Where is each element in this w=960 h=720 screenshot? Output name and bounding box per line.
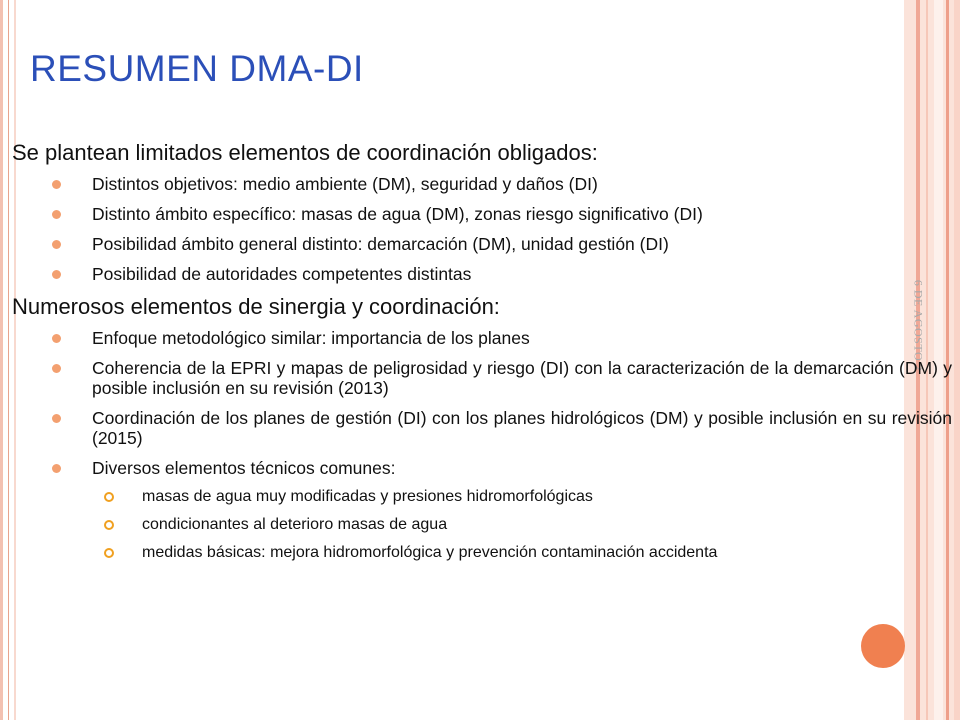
list-item [12, 408, 952, 448]
list-item [12, 264, 952, 284]
sub-list-item [12, 544, 952, 562]
bullet-list [12, 174, 952, 284]
bullet-icon [52, 464, 61, 473]
slide-title: RESUMEN DMA-DI [30, 48, 364, 89]
list-item-text: Distintos objetivos: medio ambiente (DM), seguridad y daños (DI) [92, 174, 598, 194]
left-border-stripe [0, 0, 3, 720]
bullet-icon [52, 414, 61, 423]
list-item-text: Distinto ámbito específico: masas de agua (DM), zonas riesgo significativo (DI) [92, 204, 703, 224]
list-item [12, 234, 952, 254]
slide-content [12, 140, 952, 572]
section-heading: Se plantean limitados elementos de coordinación obligados: [12, 140, 598, 165]
list-item [12, 174, 952, 194]
sub-bullet-list [92, 488, 952, 562]
list-item-text: Coordinación de los planes de gestión (DI) con los planes hidrológicos (DM) y posible inclusión en su revisión (2015) [92, 408, 952, 448]
list-item-text: Enfoque metodológico similar: importancia de los planes [92, 328, 530, 348]
list-item [12, 328, 952, 348]
right-border-stripe [954, 0, 960, 720]
bullet-icon [52, 180, 61, 189]
ring-bullet-icon [104, 520, 114, 530]
sub-list-item-text: masas de agua muy modificadas y presiones hidromorfológicas [142, 488, 593, 505]
sub-list-item-text: condicionantes al deterioro masas de agua [142, 516, 448, 533]
bullet-icon [52, 364, 61, 373]
slide-orange-dot [861, 624, 905, 668]
ring-bullet-icon [104, 548, 114, 558]
bullet-icon [52, 240, 61, 249]
bullet-icon [52, 270, 61, 279]
left-border-stripe [8, 0, 9, 720]
list-item-text: Posibilidad de autoridades competentes distintas [92, 264, 472, 284]
bullet-list [12, 328, 952, 562]
sub-list-item [12, 488, 952, 506]
date-watermark: 6 DE AGOSTO 2 [911, 279, 926, 372]
section-heading: Numerosos elementos de sinergia y coordinación: [12, 294, 500, 319]
list-item [12, 458, 952, 562]
bullet-icon [52, 210, 61, 219]
sub-list-item [12, 516, 952, 534]
sub-list-item-text: medidas básicas: mejora hidromorfológica y prevención contaminación accidenta [142, 544, 718, 561]
list-item [12, 358, 952, 398]
ring-bullet-icon [104, 492, 114, 502]
list-item [12, 204, 952, 224]
bullet-icon [52, 334, 61, 343]
list-item-text: Diversos elementos técnicos comunes: [92, 458, 396, 478]
list-item-text: Coherencia de la EPRI y mapas de peligrosidad y riesgo (DI) con la caracterización de la demarcación (DM) y posible inclusión en su revisión (2013) [92, 358, 952, 398]
list-item-text: Posibilidad ámbito general distinto: demarcación (DM), unidad gestión (DI) [92, 234, 669, 254]
